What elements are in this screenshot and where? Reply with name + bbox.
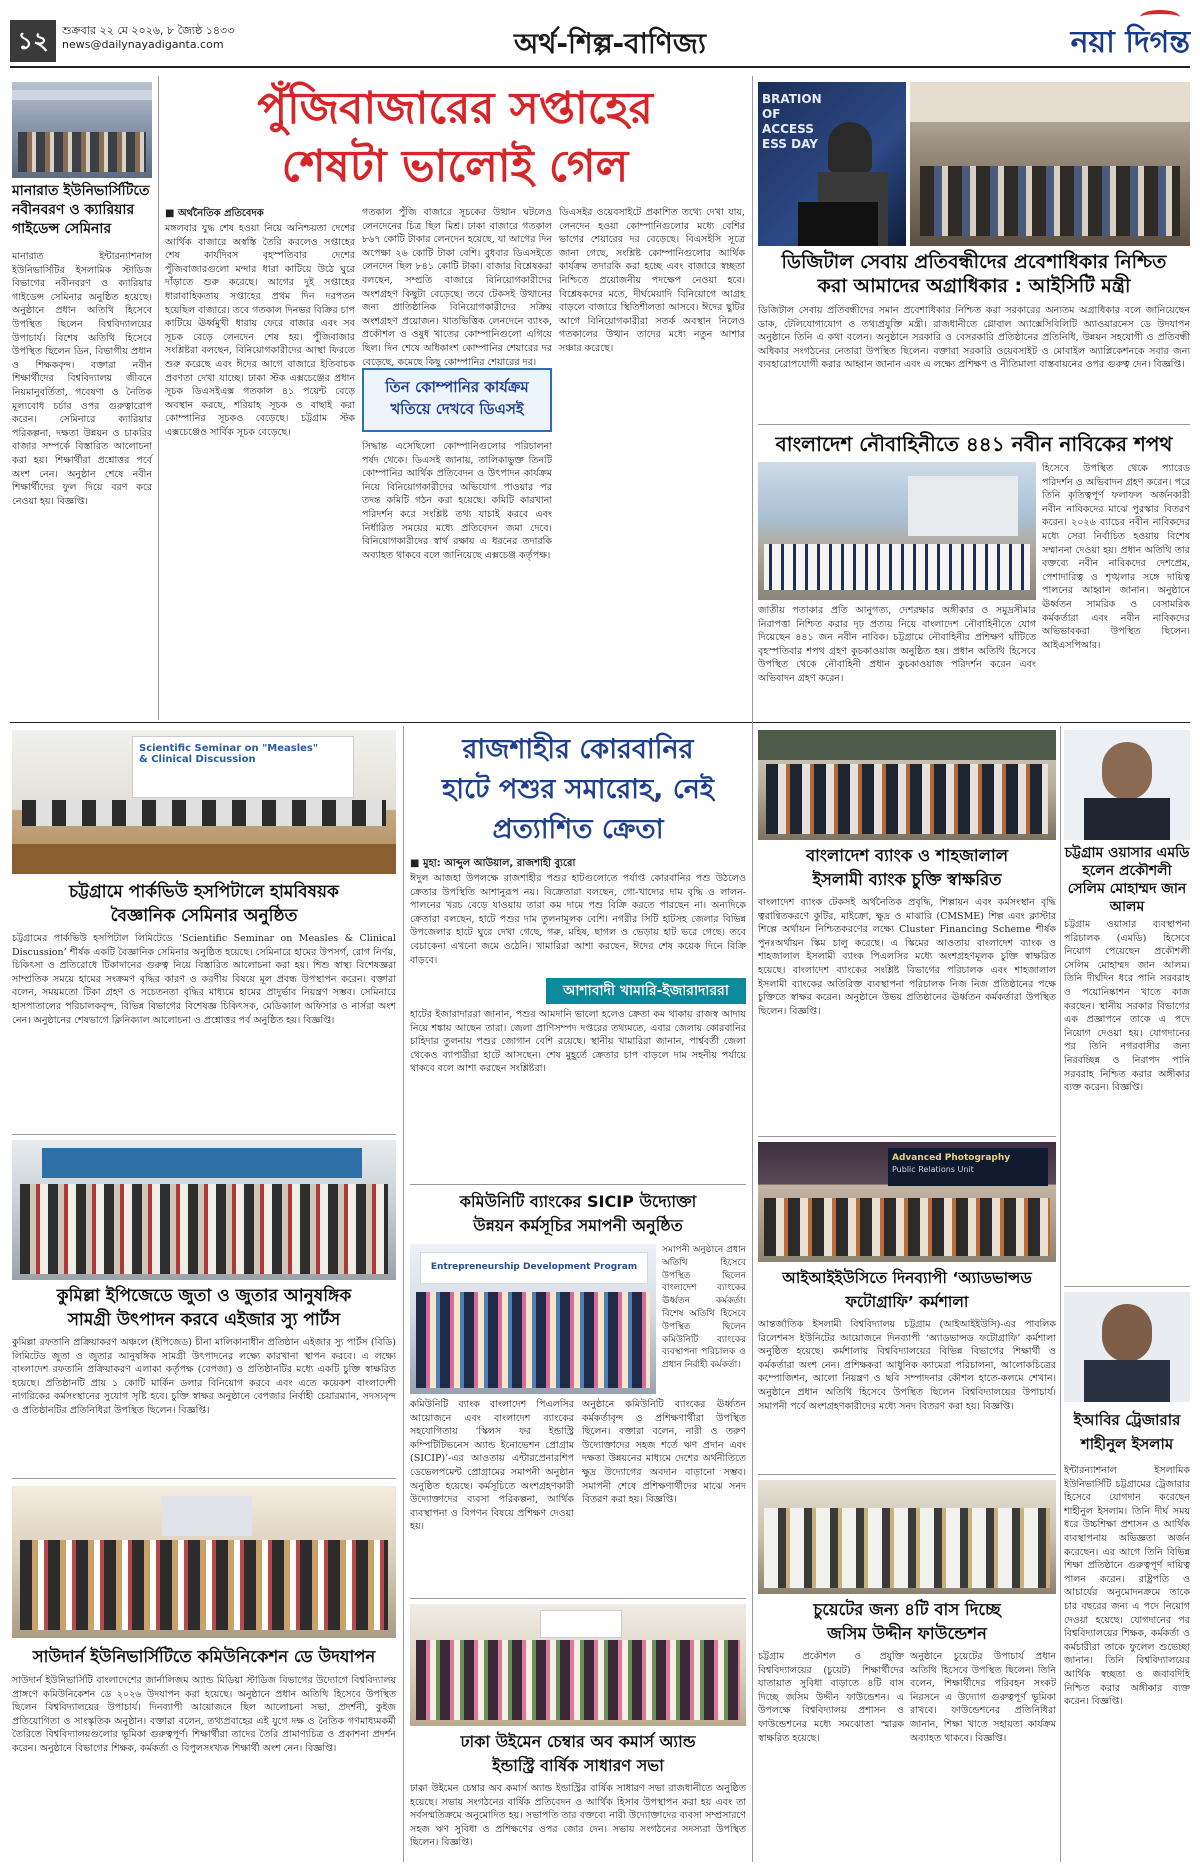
portrait1-body: চট্টগ্রাম ওয়াসার ব্যবস্থাপনা পরিচালক (এমডি) হিসেবে নিয়োগ পেয়েছেন প্রকৌশলী সেলিম মোহাম্মদ জান আলম। তিনি দীর্ঘদিন ধরে পানি সরবরাহ ও পয়োনিষ্কাশন খাতে কাজ করছেন। স্থানীয় সরকার বিভাগের এক প্রজ্ঞাপনে তাকে এ পদে নিয়োগ দেওয়া হয়। যোগদানের পর তিনি নগরবাসীর জন্য নিরবচ্ছিন্ন ও নিরাপদ পানি সরবরাহ নিশ্চিত করার অঙ্গীকার ব্যক্ত করেন। বিজ্ঞপ্তি। <box>1064 919 1190 1094</box>
manarat-body: মানারাত ইন্টারন্যাশনাল ইউনিভার্সিটির ইসলামিক স্টাডিজ বিভাগের নবীনবরণ ও ক্যারিয়ার গাইডেন্স সেমিনার অনুষ্ঠিত হয়েছে। অনুষ্ঠানে প্রধান অতিথি হিসেবে উপস্থিত ছিলেন বিশ্ববিদ্যালয়ের উপাচার্য। বিশেষ অতিথি হিসেবে উপস্থিত ছিলেন ডিন, বিভাগীয় প্রধান ও শিক্ষকবৃন্দ। বক্তারা নবীন শিক্ষার্থীদের বিশ্ববিদ্যালয় জীবনে নিয়মানুবর্তিতা, গবেষণা ও নৈতিক মূল্যবোধ চর্চার ওপর গুরুত্বারোপ করেন। সেমিনারে ক্যারিয়ার পরিকল্পনা, দক্ষতা উন্নয়ন ও চাকরির বাজার সম্পর্কে বিস্তারিত আলোচনা করা হয়। শিক্ষার্থীরা প্রশ্নোত্তর পর্বে অংশ নেন। অনুষ্ঠান শেষে নবীন শিক্ষার্থীদের ফুল দিয়ে বরণ করে নেওয়া হয়। বিজ্ঞপ্তি। <box>12 251 152 507</box>
bb-body: বাংলাদেশ ব্যাংক টেকসই অর্থনৈতিক প্রবৃদ্ধি, শিল্পায়ন এবং কর্মসংস্থান বৃদ্ধি ত্বরান্বিতকরণে কুটির, মাইক্রো, ক্ষুদ্র ও মাঝারি (CMSME) শিল্প এবং ক্লাস্টার শিল্পে অর্থায়ন নিশ্চিতকরণের লক্ষ্যে Cluster Financing Scheme শীর্ষক পুনঃঅর্থায়ন স্কিম চালু করেছে। এ স্কিমের আওতায় বাংলাদেশ ব্যাংক ও শাহজালাল ইসলামী ব্যাংক পিএলসির মধ্যে অংশগ্রহণমূলক চুক্তি স্বাক্ষরিত হয়েছে। বাংলাদেশ ব্যাংকের সংশ্লিষ্ট বিভাগের পরিচালক এবং শাহজালাল ইসলামী ব্যাংকের অতিরিক্ত ব্যবস্থাপনা পরিচালক নিজ নিজ প্রতিষ্ঠানের পক্ষে চুক্তিতে স্বাক্ষর করেন। অনুষ্ঠানে উভয় প্রতিষ্ঠানের ঊর্ধ্বতন কর্মকর্তারা উপস্থিত ছিলেন। বিজ্ঞপ্তি। <box>758 897 1056 1017</box>
lead-byline-text: অর্থনৈতিক প্রতিবেদক <box>177 208 264 219</box>
rajshahi-headline-line1: রাজশাহীর কোরবানির <box>462 734 694 765</box>
col-rule-1 <box>403 726 404 1862</box>
lead-byline <box>165 206 355 220</box>
cbank-col1: কমিউনিটি ব্যাংক বাংলাদেশ পিএলসির আয়োজনে এবং বাংলাদেশ ব্যাংকের সহযোগিতায় ‘স্কিলস ফর ইন্ডাস্ট্রি কম্পিটিটিভনেস অ্যান্ড ইনোভেশন প্রোগ্রাম (SICIP)’-এর আওতায় এন্টারপ্রেনারশিপ ডেভেলপমেন্ট প্রোগ্রামের সমাপনী অনুষ্ঠান অনুষ্ঠিত হয়েছে। কর্মসূচিতে অংশগ্রহণকারী উদ্যোক্তাদের ব্যবসা পরিকল্পনা, আর্থিক ব্যবস্থাপনা ও বিপণন বিষয়ে প্রশিক্ষণ দেওয়া হয়। <box>410 1399 574 1533</box>
ict-speaker-photo <box>758 82 906 246</box>
rajshahi-body1: ঈদুল আজহা উপলক্ষে রাজশাহীর পশুর হাটগুলোতে পর্যাপ্ত কোরবানির পশু উঠলেও ক্রেতার উপস্থিতি আশানুরূপ নয়। বিক্রেতারা বলছেন, গো-খাদ্যের দাম বৃদ্ধি ও লালন-পালনের খরচ বেড়ে যাওয়ায় তারা কম দামে পশু বিক্রি করতে পারছেন না। অন্যদিকে ক্রেতারা বলছেন, হাটে পশুর দাম তুলনামূলক বেশি। নগরীর সিটি হাটসহ জেলার বিভিন্ন উপজেলার হাটে ঘুরে দেখা গেছে, গরু, মহিষ, ছাগল ও ভেড়ায় হাট ভরে গেছে। তবে বেচাকেনা এখনো জমে ওঠেনি। খামারিরা আশা করছেন, ঈদের শেষ কয়েক দিনে বিক্রি বাড়বে। <box>410 873 746 966</box>
portrait-selim <box>1064 730 1190 840</box>
parkview-body: চট্টগ্রামের পার্কভিউ হসপিটাল লিমিটেডে ‘Scientific Seminar on Measles & Clinical Discussion’ শীর্ষক একটি বৈজ্ঞানিক সেমিনার অনুষ্ঠিত হয়েছে। সেমিনারে হামের উপসর্গ, রোগ নির্ণয়, চিকিৎসা ও প্রতিরোধে টিকাদানের গুরুত্ব নিয়ে বিস্তারিত আলোচনা করা হয়। শিশু স্বাস্থ্য বিশেষজ্ঞরা সাম্প্রতিক সময়ে হামের সংক্রমণ বৃদ্ধির কারণ ও করণীয় বিষয়ে মূল প্রবন্ধ উপস্থাপন করেন। বক্তারা বলেন, সময়মতো টিকা গ্রহণ ও সচেতনতা বৃদ্ধির মাধ্যমে হামের প্রাদুর্ভাব নিয়ন্ত্রণ সম্ভব। সেমিনারে হাসপাতালের পরিচালকবৃন্দ, বিভিন্ন বিভাগের বিশেষজ্ঞ চিকিৎসক, মেডিক্যাল অফিসার ও নার্সরা অংশ নেন। অনুষ্ঠানের শেষভাগে ক্লিনিক্যাল আলোচনা ও প্রশ্নোত্তর পর্ব অনুষ্ঠিত হয়। বিজ্ঞপ্তি। <box>12 933 396 1026</box>
issue-date: শুক্রবার ২২ মে ২০২৬, ৮ জ্যৈষ্ঠ ১৪৩৩ <box>62 24 235 37</box>
cumilla-headline-line1: কুমিল্লা ইপিজেডে জুতা ও জুতার আনুষঙ্গিক <box>56 1286 352 1306</box>
rajshahi-body2: হাটের ইজারাদাররা জানান, পশুর আমদানি ভালো হলেও ক্রেতা কম থাকায় রাজস্ব আদায় নিয়ে শঙ্কায় আছেন তারা। জেলা প্রাণিসম্পদ দপ্তরের তথ্যমতে, এবার জেলায় কোরবানির চাহিদার তুলনায় পশুর জোগান বেশি রয়েছে। স্থানীয় খামারিরা জানান, পার্শ্ববর্তী জেলা থেকেও ব্যাপারীরা হাটে আসছেন। শেষ মুহূর্তে ক্রেতার চাপ বাড়লে দাম সহনীয় পর্যায়ে থাকবে বলে আশা করছেন সংশ্লিষ্টরা। <box>410 1009 746 1075</box>
navy-ceremony-photo <box>758 462 1036 600</box>
cumilla-group-photo <box>12 1140 396 1280</box>
cuet-col1: চট্টগ্রাম প্রকৌশল ও প্রযুক্তি বিশ্ববিদ্যালয়ের (চুয়েট) শিক্ষার্থীদের যাতায়াত সুবিধা বাড়াতে ৪টি বাস দিচ্ছে জসিম উদ্দীন ফাউন্ডেশন। এ উপলক্ষে বিশ্ববিদ্যালয় প্রশাসন ও ফাউন্ডেশনের মধ্যে সমঝোতা স্মারক স্বাক্ষরিত হয়েছে। <box>758 1651 904 1744</box>
southern-body: সাউদার্ন ইউনিভার্সিটি বাংলাদেশের জার্নালিজম অ্যান্ড মিডিয়া স্টাডিজ বিভাগের উদ্যোগে বিশ্ববিদ্যালয় প্রাঙ্গণে কমিউনিকেশন ডে ২০২৬ উদযাপন করা হয়েছে। অনুষ্ঠানে প্রধান অতিথি হিসেবে উপস্থিত ছিলেন বিশ্ববিদ্যালয়ের উপাচার্য। দিনব্যাপী আয়োজনে ছিল আলোচনা সভা, প্রদর্শনী, কুইজ প্রতিযোগিতা ও সাংস্কৃতিক অনুষ্ঠান। বক্তারা বলেন, তথ্যপ্রবাহের এই যুগে দক্ষ ও নৈতিক গণমাধ্যমকর্মী তৈরিতে বিশ্ববিদ্যালয়গুলোর ভূমিকা গুরুত্বপূর্ণ। শিক্ষার্থীরা তাদের তৈরি প্রামাণ্যচিত্র ও প্রকাশনা প্রদর্শন করেন। অনুষ্ঠানে বিভাগের শিক্ষক, কর্মকর্তা ও বিপুলসংখ্যক শিক্ষার্থী অংশ নেন। বিজ্ঞপ্তি। <box>12 1675 396 1754</box>
logo-swoosh <box>1140 10 1180 24</box>
portrait1-headline: চট্টগ্রাম ওয়াসার এমডি হলেন প্রকৌশলী সেলিম মোহাম্মদ জান আলম <box>1064 845 1190 915</box>
section-title: অর্থ-শিল্প-বাণিজ্য <box>513 27 706 60</box>
sicip-group-photo <box>410 1244 656 1394</box>
navy-col1: জাতীয় পতাকার প্রতি আনুগত্য, দেশরক্ষার অঙ্গীকার ও সমুদ্রসীমার নিরাপত্তা নিশ্চিত করার দৃঢ় প্রত্যয় নিয়ে বাংলাদেশ নৌবাহিনীতে যোগ দিয়েছেন ৪৪১ জন নবীন নাবিক। চট্টগ্রামে নৌবাহিনীর প্রশিক্ষণ ঘাঁটিতে বৃহস্পতিবার শপথ গ্রহণ কুচকাওয়াজ অনুষ্ঠিত হয়। প্রধান অতিথি হিসেবে উপস্থিত থেকে নৌবাহিনী প্রধান কুচকাওয়াজ পরিদর্শন করেন এবং অভিবাদন গ্রহণ করেন। <box>758 605 1036 684</box>
workshop-divider <box>758 1474 1056 1475</box>
workshop-body: আন্তর্জাতিক ইসলামী বিশ্ববিদ্যালয় চট্টগ্রাম (আইআইইউসি)-এর পাবলিক রিলেশনস ইউনিটের আয়োজনে দিনব্যাপী ‘অ্যাডভান্সড ফটোগ্রাফি’ কর্মশালা অনুষ্ঠিত হয়েছে। কর্মশালায় বিশ্ববিদ্যালয়ের বিভিন্ন বিভাগের শিক্ষার্থী ও কর্মকর্তারা অংশ নেন। প্রশিক্ষকরা আধুনিক ক্যামেরা পরিচালনা, আলোকচিত্রের কম্পোজিশন, আলো নিয়ন্ত্রণ ও ছবি সম্পাদনার কৌশল হাতে-কলমে শেখান। অনুষ্ঠানে প্রধান অতিথি হিসেবে উপস্থিত ছিলেন বিশ্ববিদ্যালয়ের উপাচার্য। সমাপনী পর্বে অংশগ্রহণকারীদের মধ্যে সনদ বিতরণ করা হয়। বিজ্ঞপ্তি। <box>758 1319 1056 1412</box>
manarat-headline: মানারাত ইউনিভার্সিটিতে নবীনবরণ ও ক্যারিয়ার গাইডেন্স সেমিনার <box>12 183 150 237</box>
ict-body: ডিজিটাল সেবায় প্রতিবন্ধীদের সমান প্রবেশাধিকার নিশ্চিত করা সরকারের অন্যতম অগ্রাধিকার বলে জানিয়েছেন ডাক, টেলিযোগাযোগ ও তথ্যপ্রযুক্তি মন্ত্রী। রাজধানীতে গ্লোবাল অ্যাক্সেসিবিলিটি অ্যাওয়ারনেস ডে উদযাপন অনুষ্ঠানে তিনি এ কথা বলেন। অনুষ্ঠানে সরকারি ও বেসরকারি প্রতিষ্ঠানের প্রতিনিধি, উন্নয়ন সহযোগী ও প্রতিবন্ধী অধিকার সংগঠনের নেতারা উপস্থিত ছিলেন। বক্তারা সরকারি ওয়েবসাইট ও মোবাইল অ্যাপ্লিকেশনকে সবার জন্য ব্যবহারোপযোগী করার আহ্বান জানান এবং এ লক্ষ্যে প্রশিক্ষণ ও নীতিমালা বাস্তবায়নের ওপর গুরুত্ব দেন। বিজ্ঞপ্তি। <box>758 305 1190 371</box>
navy-headline: বাংলাদেশ নৌবাহিনীতে ৪৪১ নবীন নাবিকের শপথ <box>775 432 1173 456</box>
portrait2-body: ইন্টারন্যাশনাল ইসলামিক ইউনিভার্সিটি চট্টগ্রামের ট্রেজারার হিসেবে যোগদান করেছেন শাহীনুল ইসলাম। তিনি দীর্ঘ সময় ধরে উচ্চশিক্ষা প্রশাসন ও আর্থিক ব্যবস্থাপনায় অভিজ্ঞতা অর্জন করেছেন। এর আগে তিনি বিভিন্ন শিক্ষা প্রতিষ্ঠানে গুরুত্বপূর্ণ দায়িত্ব পালন করেন। রাষ্ট্রপতি ও আচার্যের অনুমোদনক্রমে তাকে চার বছরের জন্য এ পদে নিয়োগ দেওয়া হয়েছে। যোগদানের পর বিশ্ববিদ্যালয়ের শিক্ষক, কর্মকর্তা ও কর্মচারীরা তাকে ফুলেল শুভেচ্ছা জানান। তিনি বিশ্ববিদ্যালয়ের আর্থিক স্বচ্ছতা ও জবাবদিহি নিশ্চিত করার অঙ্গীকার ব্যক্ত করেন। বিজ্ঞপ্তি। <box>1064 1465 1190 1708</box>
cuet-col2: অনুষ্ঠানে চুয়েটের উপাচার্য প্রধান অতিথি হিসেবে উপস্থিত ছিলেন। তিনি বলেন, শিক্ষার্থীদের পরিবহন সংকট নিরসনে এ উদ্যোগ গুরুত্বপূর্ণ ভূমিকা রাখবে। ফাউন্ডেশনের প্রতিনিধিরা জানান, শিক্ষা খাতে সহায়তা কার্যক্রম অব্যাহত থাকবে। বিজ্ঞপ্তি। <box>910 1651 1056 1744</box>
page-number-badge: ১২ <box>10 20 56 62</box>
cbank-col2: অনুষ্ঠানে কমিউনিটি ব্যাংকের ঊর্ধ্বতন কর্মকর্তাবৃন্দ ও প্রশিক্ষণার্থীরা উপস্থিত ছিলেন। বক্তারা বলেন, নারী ও তরুণ উদ্যোক্তাদের সহজ শর্তে ঋণ প্রদান এবং দক্ষতা উন্নয়নের মাধ্যমে দেশের অর্থনীতিতে ক্ষুদ্র উদ্যোগের অবদান বাড়ানো সম্ভব। সমাপনী শেষে প্রশিক্ষণার্থীদের মাঝে সনদ বিতরণ করা হয়। বিজ্ঞপ্তি। <box>582 1399 746 1506</box>
bullet-icon: ■ <box>165 208 178 219</box>
newspaper-logo: নয়া দিগন্ত <box>1070 25 1190 60</box>
parkview-banner-text2: & Clinical Discussion <box>139 754 256 765</box>
cumilla-headline-line2: সামগ্রী উৎপাদন করবে এইজার স্যু পার্টস <box>67 1310 341 1330</box>
rajshahi-headline-line3: প্রত্যাশিত ক্রেতা <box>492 814 664 845</box>
cuet-headline-line2: জসিম উদ্দীন ফাউন্ডেশন <box>827 1624 987 1643</box>
dse-box <box>362 368 552 432</box>
dse-box-line1: তিন কোম্পানির কার্যক্রম <box>385 378 529 396</box>
workshop-banner-text: Advanced Photography <box>892 1153 1011 1163</box>
contact-email: news@dailynayadiganta.com <box>62 38 224 51</box>
dse-box-line2: খতিয়ে দেখবে ডিএসই <box>390 400 524 418</box>
workshop-photo <box>758 1142 1056 1262</box>
cumilla-divider <box>12 1478 396 1479</box>
southern-headline: সাউদার্ন ইউনিভার্সিটিতে কমিউনিকেশন ডে উদযাপন <box>32 1647 376 1666</box>
col-rule-2 <box>752 76 753 1862</box>
cbank-side: সমাপনী অনুষ্ঠানে প্রধান অতিথি হিসেবে উপস্থিত ছিলেন বাংলাদেশ ব্যাংকের ঊর্ধ্বতন কর্মকর্তা। বিশেষ অতিথি হিসেবে উপস্থিত ছিলেন কমিউনিটি ব্যাংকের ব্যবস্থাপনা পরিচালক ও প্রধান নির্বাহী কর্মকর্তা। <box>662 1245 746 1371</box>
workshop-headline-line1: আইআইইউসিতে দিনব্যাপী ‘অ্যাডভান্সড <box>782 1269 1032 1287</box>
cbank-headline-line2: উন্নয়ন কর্মসূচির সমাপনী অনুষ্ঠিত <box>473 1216 683 1235</box>
parkview-headline-line2: বৈজ্ঞানিক সেমিনার অনুষ্ঠিত <box>110 906 298 926</box>
bb-headline-line2: ইসলামী ব্যাংক চুক্তি স্বাক্ষরিত <box>812 870 1002 889</box>
portrait2-divider <box>1064 1286 1190 1287</box>
southern-ribbon-photo <box>12 1486 396 1638</box>
ict-audience-photo <box>910 82 1190 246</box>
cuet-photo <box>758 1480 1056 1594</box>
portrait2-headline: ইআবির ট্রেজারার শাহীনুল ইসলাম <box>1073 1411 1181 1453</box>
workshop-headline-line2: ফটোগ্রাফি’ কর্মশালা <box>845 1293 969 1311</box>
ict-divider <box>758 424 1190 425</box>
parkview-seminar-photo <box>12 730 396 874</box>
ict-banner-text: BRATION OF ACCESS ESS DAY <box>762 92 822 151</box>
lead-col2: গতকাল পুঁজি বাজারে সূচকের উত্থান ঘটলেও লেনদেনের চিত্র ছিল মিশ্র। ঢাকা বাজারে গতকাল ৮৬৭ কোটি টাকার লেনদেন হয়েছে, যা আগের দিন অপেক্ষা ২৬ কোটি টাকা বেশি। বুধবার ডিএসইতে লেনদেন ছিল ৮৪১ কোটি টাকা। বাজার বিশ্লেষকরা বলছেন, সম্প্রতি বাজারে বিনিয়োগকারীদের অংশগ্রহণ কিছুটা বেড়েছে। তবে টেকসই উত্থানের জন্য প্রাতিষ্ঠানিক বিনিয়োগকারীদের সক্রিয় অংশগ্রহণ প্রয়োজন। খাতভিত্তিক লেনদেনে ব্যাংক, প্রকৌশল ও ওষুধ খাতের কোম্পানিগুলো এগিয়ে ছিল। দিন শেষে অধিকাংশ কোম্পানির শেয়ারের দর বেড়েছে, কমেছে কিছু কোম্পানির শেয়ারের দর। <box>362 207 552 368</box>
parkview-headline-line1: চট্টগ্রামে পার্কভিউ হসপিটালে হামবিষয়ক <box>69 882 339 902</box>
top-section-rule <box>10 722 1190 723</box>
bb-headline-line1: বাংলাদেশ ব্যাংক ও শাহজালাল <box>805 846 1009 865</box>
workshop-banner-sub: Public Relations Unit <box>892 1165 974 1174</box>
ict-headline-line1: ডিজিটাল সেবায় প্রতিবন্ধীদের প্রবেশাধিকার নিশ্চিত <box>781 251 1167 273</box>
parkview-banner-text: Scientific Seminar on "Measles" <box>139 743 319 754</box>
cumilla-body: কুমিল্লা রফতানি প্রক্রিয়াকরণ অঞ্চলে (ইপিজেড) চীনা মালিকানাধীন প্রতিষ্ঠান এইজার স্যু পার্টস (বিডি) লিমিটেড জুতা ও জুতার আনুষঙ্গিক সামগ্রী উৎপাদনের লক্ষ্যে কারখানা স্থাপন করবে। এ লক্ষ্যে বাংলাদেশ রফতানি প্রক্রিয়াকরণ এলাকা কর্তৃপক্ষ (বেপজা) ও প্রতিষ্ঠানটির মধ্যে একটি চুক্তি স্বাক্ষরিত হয়েছে। প্রতিষ্ঠানটি প্রায় ১ কোটি মার্কিন ডলার বিনিয়োগ করবে এবং এতে কয়েকশ বাংলাদেশী নাগরিকের কর্মসংস্থানের সুযোগ সৃষ্টি হবে। চুক্তি স্বাক্ষর অনুষ্ঠানে বেপজার নির্বাহী চেয়ারম্যান, সদস্যবৃন্দ ও প্রতিষ্ঠানটির প্রতিনিধিরা উপস্থিত ছিলেন। বিজ্ঞপ্তি। <box>12 1337 396 1416</box>
dse-col1: সিদ্ধান্ত এসেছিলো কোম্পানিগুলোর পরিচালনা পর্ষদ থেকে। ডিএসই জানায়, তালিকাভুক্ত তিনটি কোম্পানির আর্থিক প্রতিবেদন ও উৎপাদন কার্যক্রম নিয়ে বিনিয়োগকারীদের অভিযোগ পাওয়ার পর তদন্ত কমিটি গঠন করা হয়েছে। কমিটি কারখানা পরিদর্শন করে সংশ্লিষ্ট তথ্য যাচাই করবে এবং নির্ধারিত সময়ের মধ্যে প্রতিবেদন জমা দেবে। বিনিয়োগকারীদের স্বার্থ রক্ষায় এ ধরনের তদারকি অব্যাহত থাকবে বলে জানিয়েছে এক্সচেঞ্জ কর্তৃপক্ষ। <box>362 441 552 561</box>
dhaka-chamber-body: ঢাকা উইমেন চেম্বার অব কমার্স অ্যান্ড ইন্ডাস্ট্রির বার্ষিক সাধারণ সভা রাজধানীতে অনুষ্ঠিত হয়েছে। সভায় সংগঠনের বার্ষিক প্রতিবেদন ও আর্থিক হিসাব উপস্থাপন করা হয় এবং তা সর্বসম্মতিক্রমে অনুমোদিত হয়। সভাপতি তার বক্তব্যে নারী উদ্যোক্তাদের ব্যবসা সম্প্রসারণে সহজ ঋণ সুবিধা ও প্রশিক্ষণের ওপর জোর দেন। সভায় সংগঠনের সদস্যরা উপস্থিত ছিলেন। বিজ্ঞপ্তি। <box>410 1783 746 1849</box>
masthead-rule <box>10 66 1190 68</box>
col-rule-0 <box>158 76 159 720</box>
dhaka-chamber-headline-line2: ইন্ডাস্ট্রি বার্ষিক সাধারণ সভা <box>492 1756 664 1775</box>
bb-signing-photo <box>758 730 1056 840</box>
portrait-shahinul <box>1064 1292 1190 1402</box>
lead-col1: মঙ্গলবার যুদ্ধ শেষ হওয়া নিয়ে অনিশ্চয়তা দেশের আর্থিক বাজারে অস্বস্তি তৈরি করলেও সপ্তাহের শেষ কার্যদিবস বৃহস্পতিবার দেশের পুঁজিবাজারগুলো মন্দার ধারা কাটিয়ে উঠে ঘুরে দাঁড়াতে শুরু করেছে। আগের দুই সপ্তাহের ধারাবাহিকতায় সপ্তাহের প্রথম দিন দরপতন হয়েছিল বাজারে। তবে গতকাল দিনভর বিক্রির চাপ কাটিয়ে ঊর্ধ্বমুখী ধারায় ফেরে বাজার এবং সব সূচক বেড়ে লেনদেন শেষ হয়। পুঁজিবাজার সংশ্লিষ্টরা বলছেন, বিনিয়োগকারীদের আস্থা ফিরতে শুরু করেছে এবং ঈদের আগে বাজারে ইতিবাচক প্রবণতা দেখা যাচ্ছে। ঢাকা স্টক এক্সচেঞ্জের প্রধান সূচক ডিএসইএক্স গতকাল ৪১ পয়েন্ট বেড়ে অবস্থান করছে, শরিয়াহ সূচক ও বাছাই করা কোম্পানির সূচকও বেড়েছে। চট্টগ্রাম স্টক এক্সচেঞ্জেও সার্বিক সূচক বেড়েছে। <box>165 223 355 438</box>
manarat-photo <box>12 82 152 178</box>
cbank-headline-line1: কমিউনিটি ব্যাংকের SICIP উদ্যোক্তা <box>459 1192 697 1211</box>
lead-col3: ডিএসইর ওয়েবসাইটে প্রকাশিত তথ্যে দেখা যায়, লেনদেন হওয়া কোম্পানিগুলোর মধ্যে বেশির ভাগের শেয়ারের দর বেড়েছে। বিএসইসি সূত্রে জানা গেছে, সংশ্লিষ্ট কোম্পানিগুলোর আর্থিক কার্যক্রম তদারকি করা হচ্ছে এবং বাজারে স্বচ্ছতা নিশ্চিতে প্রয়োজনীয় পদক্ষেপ নেওয়া হবে। বিশ্লেষকদের মতে, দীর্ঘমেয়াদি বিনিয়োগে আগ্রহ বাড়লে বাজারে স্থিতিশীলতা আসবে। ঈদের ছুটির আগে বিনিয়োগকারীরা সতর্ক অবস্থান নিলেও গতকালের উত্থান তাদের মধ্যে নতুন আশার সঞ্চার করেছে। <box>559 207 745 354</box>
col-rule-3 <box>1060 726 1061 1862</box>
rajshahi-headline-line2: হাটে পশুর সমারোহ, নেই <box>442 774 714 805</box>
rajshahi-divider <box>410 1184 746 1185</box>
ict-headline-line2: করা আমাদের অগ্রাধিকার : আইসিটি মন্ত্রী <box>817 275 1131 297</box>
navy-col2: হিসেবে উপস্থিত থেকে প্যারেড পরিদর্শন ও অভিবাদন গ্রহণ করেন। পরে তিনি কৃতিত্বপূর্ণ ফলাফল অর্জনকারী নবীন নাবিকদের মাঝে পুরস্কার বিতরণ করেন। ২০২৬ ব্যাচের নবীন নাবিকদের মধ্যে সেরা নির্বাচিত হওয়ায় বিশেষ সম্মাননা দেওয়া হয়। প্রধান অতিথি তার বক্তব্যে নবীন নাবিকদের দেশপ্রেম, পেশাদারিত্ব ও শৃঙ্খলার সঙ্গে দায়িত্ব পালনের আহ্বান জানান। অনুষ্ঠানে ঊর্ধ্বতন সামরিক ও বেসামরিক কর্মকর্তারা এবং নবীন নাবিকদের অভিভাবকরা উপস্থিত ছিলেন। আইএসপিআর। <box>1042 463 1190 651</box>
bb-divider <box>758 1136 1056 1137</box>
sicip-banner-text: Entrepreneurship Development Program <box>430 1262 638 1272</box>
cuet-headline-line1: চুয়েটের জন্য ৪টি বাস দিচ্ছে <box>813 1600 1001 1619</box>
rajshahi-subhead: আশাবাদী খামারি-ইজারাদাররা <box>546 978 746 1004</box>
cbank-divider <box>410 1598 746 1599</box>
bullet-icon: ■ <box>410 858 423 869</box>
lead-headline-line1: পুঁজিবাজারের সপ্তাহের <box>257 83 653 134</box>
rajshahi-byline-text: মুহা: আব্দুল আউয়াল, রাজশাহী ব্যুরো <box>422 858 576 869</box>
dhaka-chamber-photo <box>410 1604 746 1726</box>
dhaka-chamber-headline-line1: ঢাকা উইমেন চেম্বার অব কমার্স অ্যান্ড <box>460 1732 696 1751</box>
lead-headline-line2: শেষটা ভালোই গেল <box>281 141 629 192</box>
rajshahi-byline <box>410 856 746 870</box>
parkview-divider <box>12 1134 396 1135</box>
